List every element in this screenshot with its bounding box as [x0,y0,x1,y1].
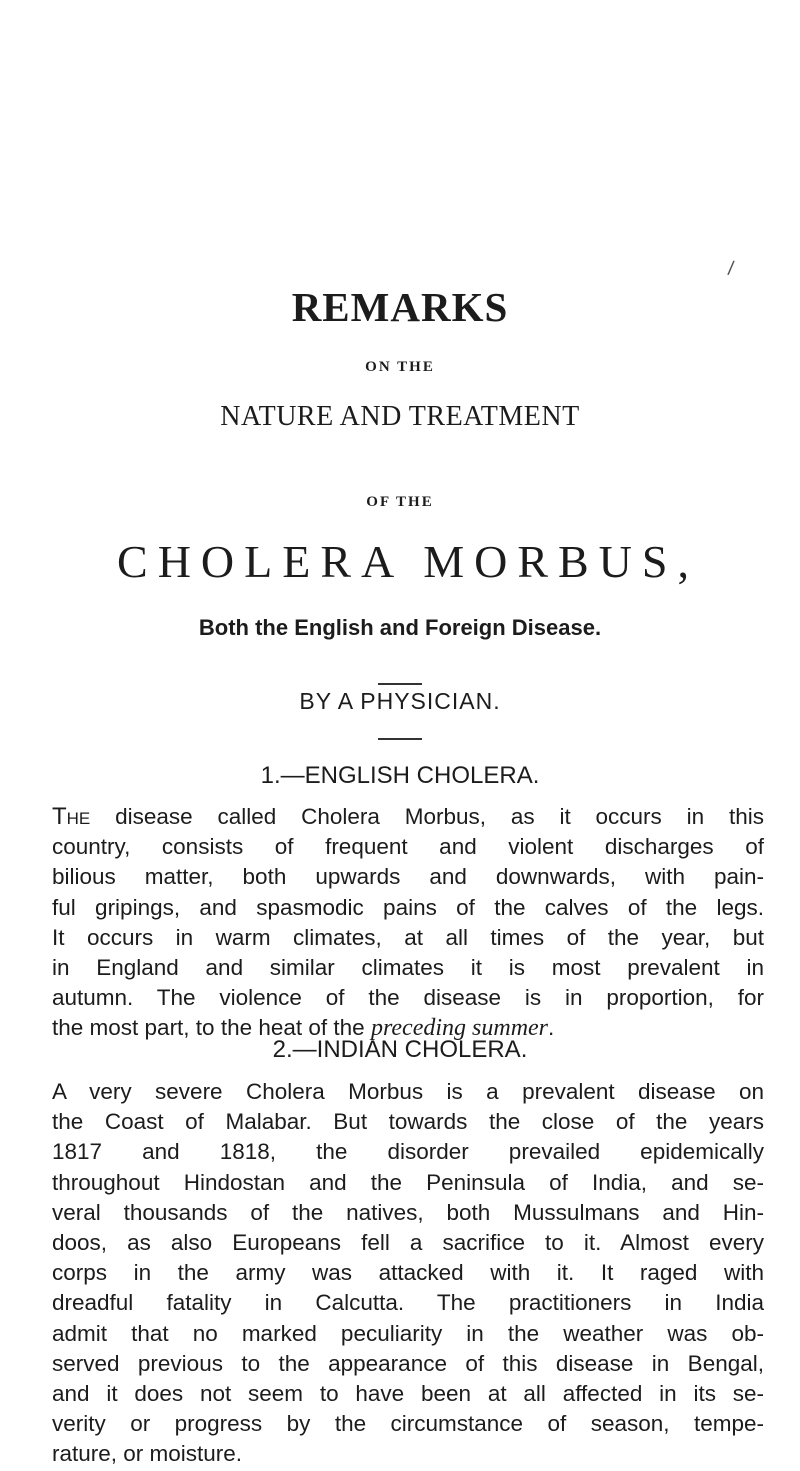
section-heading-indian: 2.—INDIAN CHOLERA. [272,1036,528,1063]
title-nature: NATURE AND TREATMENT [220,401,580,432]
text-line: It occurs in warm climates, at all times of the year, but [52,924,764,950]
text-line: The disease called Cholera Morbus, as it occurs in this [52,803,764,830]
text-line: verity or progress by the circumstance of season, tempe- [52,1411,764,1437]
small-caps-lead: The [52,803,91,830]
italic-phrase: preceding summer [370,1015,549,1042]
subtitle: Both the English and Foreign Disease. [198,615,602,640]
text-line: doos, as also Europeans fell a sacrifice to it. Almost every [52,1230,764,1256]
text-line: A very severe Cholera Morbus is a prevalent disease on [52,1079,764,1104]
pencil-mark: / [726,257,736,281]
title-of-the: OF THE [366,494,434,510]
text-line: bilious matter, both upwards and downwards, with pain- [52,864,764,890]
paragraph-english-cholera [52,802,764,1044]
text-line: dreadful fatality in Calcutta. The practitioners in India [52,1290,764,1316]
text-line: corps in the army was attacked with it. It raged with [52,1260,764,1286]
section-heading-english: 1.—ENGLISH CHOLERA. [260,762,540,789]
text-line: and it does not seem to have been at all affected in its se- [52,1381,764,1407]
text-line: veral thousands of the natives, both Mussulmans and Hin- [52,1199,764,1225]
title-cholera-morbus: CHOLERA MORBUS, [117,536,699,587]
text-line: ful gripings, and spasmodic pains of the calves of the legs. [52,894,764,920]
text-line: in England and similar climates it is most prevalent in [52,955,764,981]
text-line: served previous to the appearance of this disease in Bengal, [52,1350,764,1376]
paragraph-indian-cholera [52,1077,764,1470]
title-remarks: REMARKS [291,284,509,330]
text-line: 1817 and 1818, the disorder prevailed epidemically [52,1139,764,1165]
divider-bottom [378,738,422,740]
divider-top [378,683,422,685]
text-line: the Coast of Malabar. But towards the close of the years [52,1109,764,1135]
text-line: admit that no marked peculiarity in the weather was ob- [52,1320,764,1346]
text-line: autumn. The violence of the disease is in proportion, for [52,985,764,1011]
text-line: rature, or moisture. [52,1441,243,1467]
title-on-the: ON THE [365,359,435,375]
text-line: throughout Hindostan and the Peninsula of India, and se- [52,1169,764,1195]
text-line: the most part, to the heat of the preceding summer. [52,1015,555,1042]
byline: BY A PHYSICIAN. [299,688,501,714]
text-line: country, consists of frequent and violent discharges of [52,834,764,860]
